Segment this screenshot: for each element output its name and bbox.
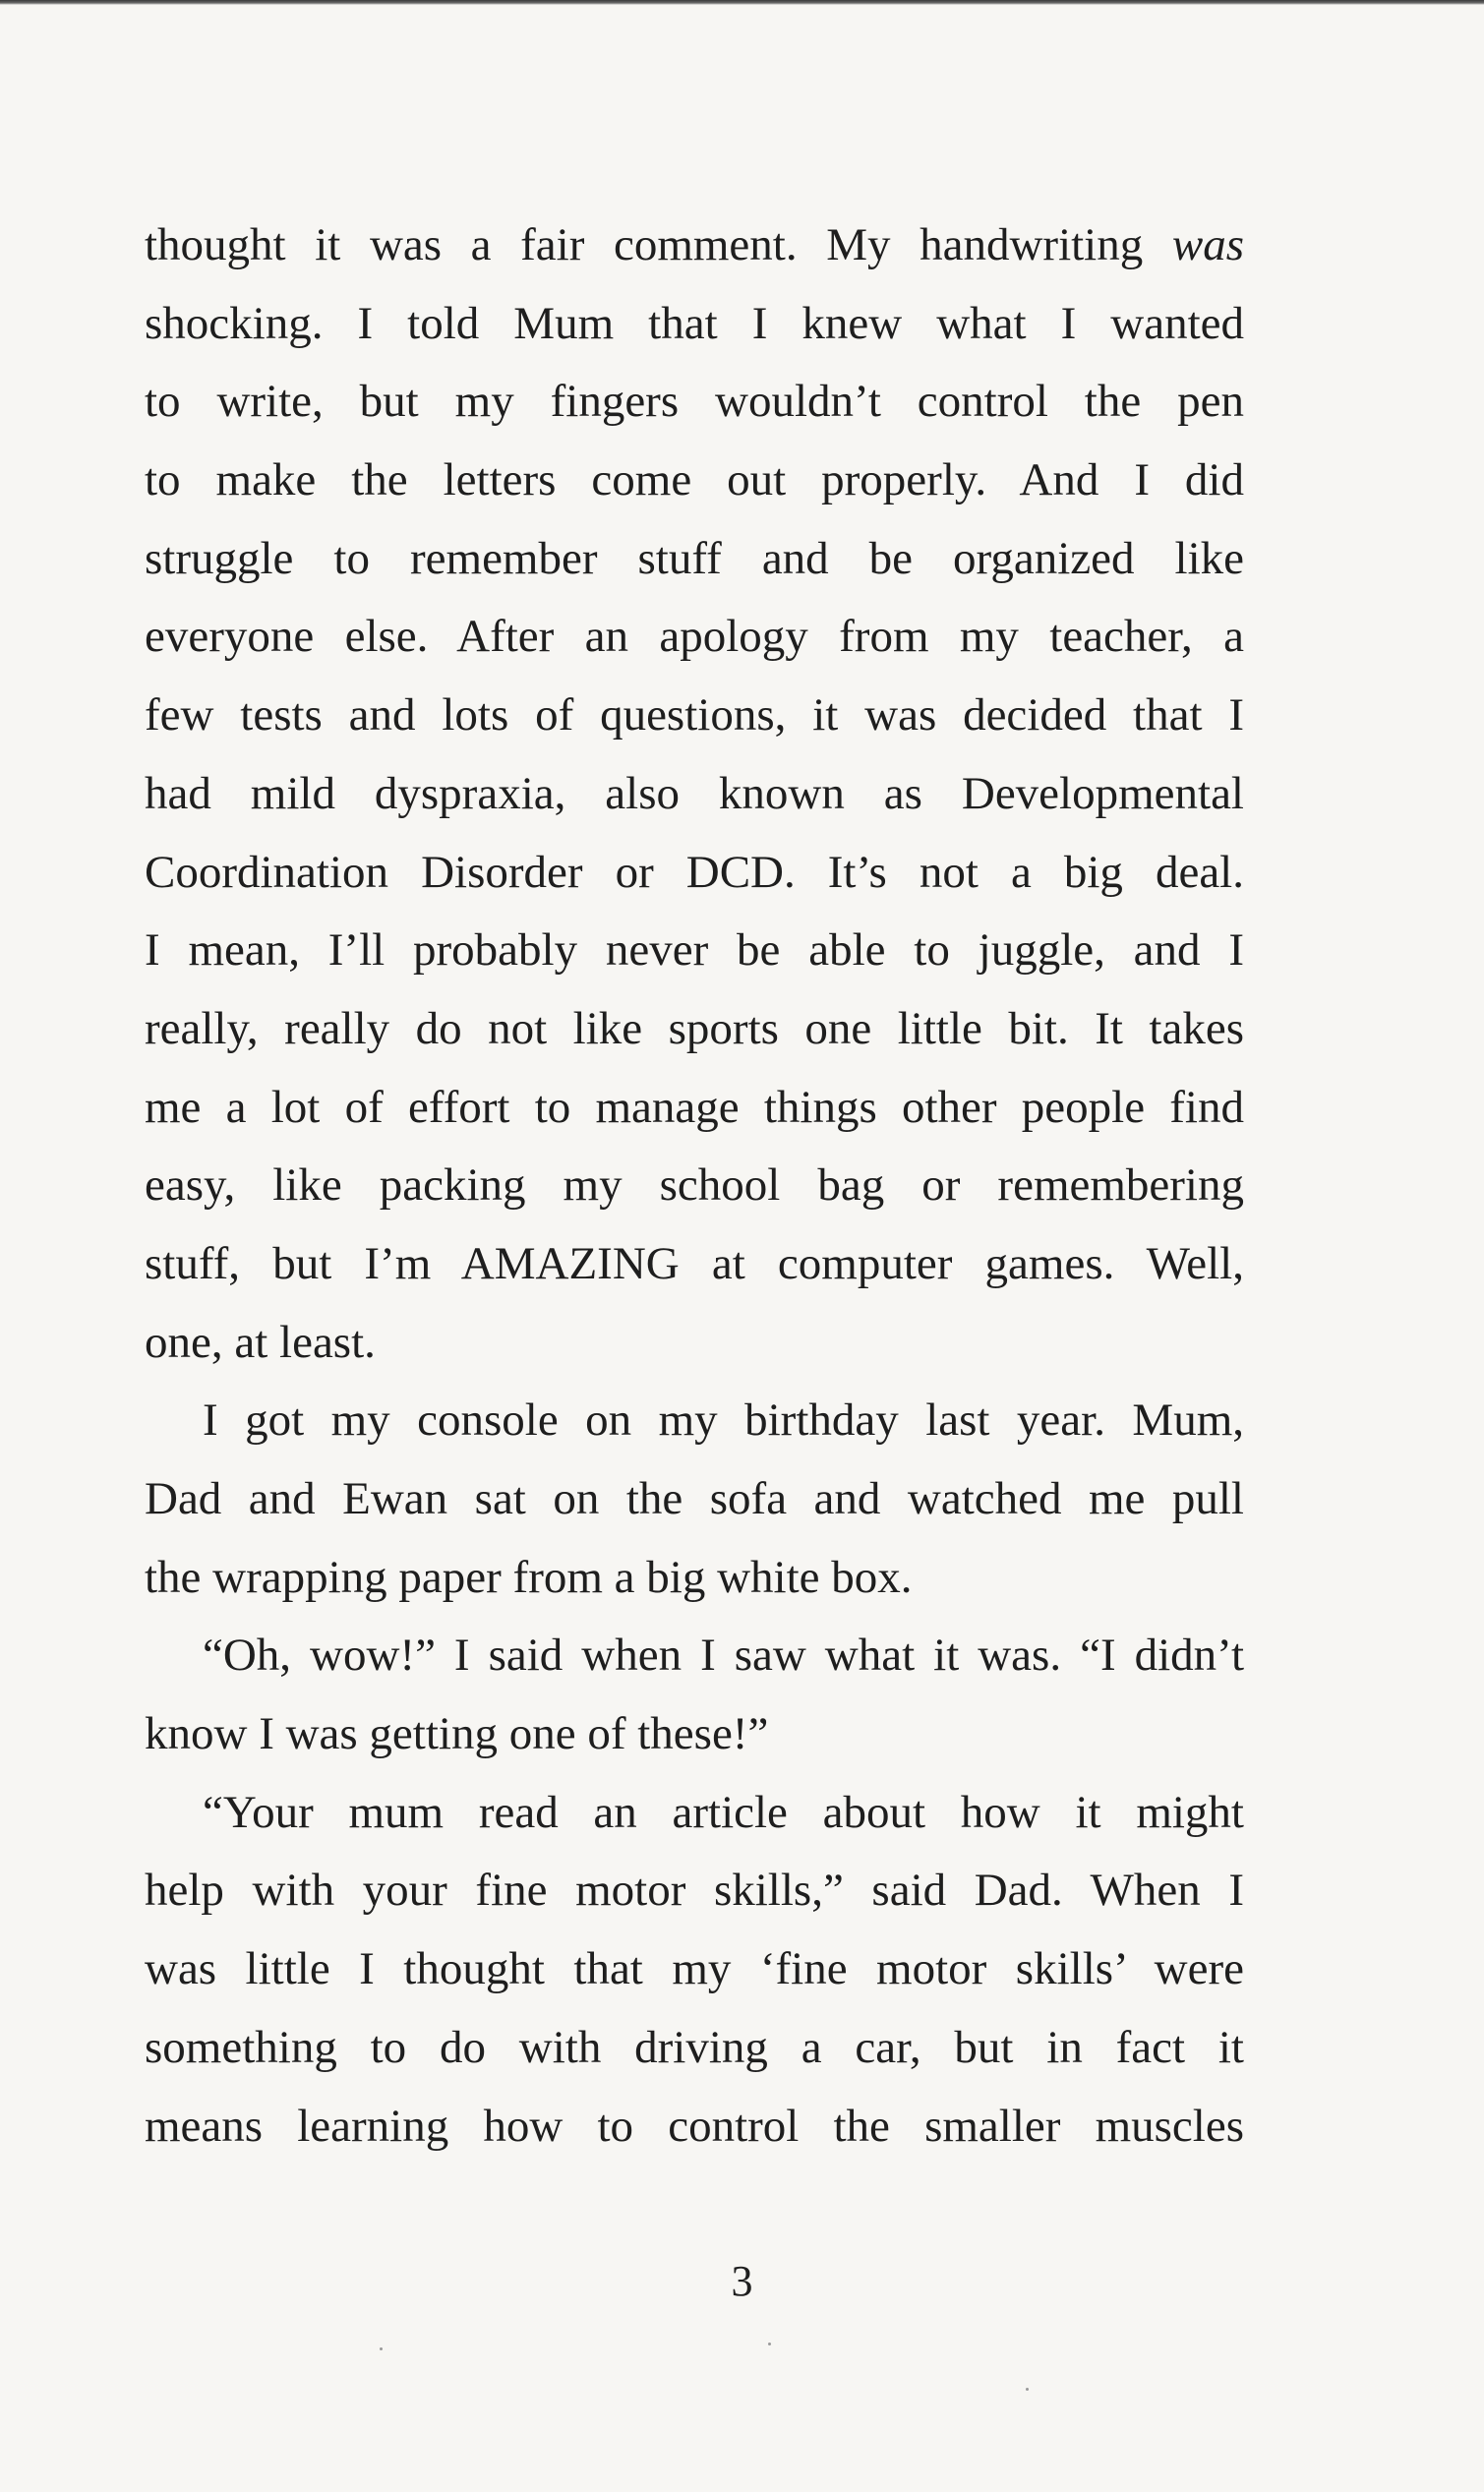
text-line: Coordination Disorder or DCD. It’s not a big deal.: [145, 846, 1244, 898]
text-line: few tests and lots of questions, it was decided that I: [145, 689, 1244, 742]
paragraph-end-line: the wrapping paper from a big white box.: [145, 1551, 913, 1603]
paragraph-start-line: “Your mum read an article about how it might: [203, 1786, 1244, 1838]
text-line: was little I thought that my ‘fine motor skills’ were: [145, 1943, 1244, 1995]
text-line: Dad and Ewan sat on the sofa and watched me pull: [145, 1473, 1244, 1524]
paragraph-start-line: I got my console on my birthday last year. Mum,: [203, 1394, 1244, 1447]
paragraph-end-line: one, at least.: [145, 1316, 376, 1368]
text-line: I mean, I’ll probably never be able to juggle, and I: [145, 924, 1244, 977]
text-line: easy, like packing my school bag or remembering: [145, 1159, 1244, 1212]
scan-speck: [380, 2347, 383, 2350]
paragraph-start-line: “Oh, wow!” I said when I saw what it was. “I didn’t: [203, 1630, 1244, 1682]
text-line: struggle to remember stuff and be organized like: [145, 532, 1244, 584]
text-line: something to do with driving a car, but in fact it: [145, 2021, 1244, 2073]
text-line: help with your fine motor skills,” said Dad. When I: [145, 1865, 1244, 1917]
scan-speck: [1026, 2388, 1029, 2391]
paragraph-end-line: know I was getting one of these!”: [145, 1708, 769, 1760]
page-number: 3: [731, 2257, 753, 2305]
text-line: means learning how to control the smaller muscles: [145, 2100, 1244, 2152]
text-line: stuff, but I’m AMAZING at computer games. Well,: [145, 1237, 1244, 1289]
text-line: everyone else. After an apology from my teacher, a: [145, 611, 1244, 663]
text-line: really, really do not like sports one little bit. It takes: [145, 1002, 1244, 1054]
text-line: had mild dyspraxia, also known as Developmental: [145, 767, 1244, 819]
text-line: thought it was a fair comment. My handwriting was: [145, 219, 1244, 270]
text-line: shocking. I told Mum that I knew what I wanted: [145, 297, 1244, 349]
text-line: to write, but my fingers wouldn’t control the pen: [145, 376, 1244, 428]
text-line: me a lot of effort to manage things other people find: [145, 1081, 1244, 1133]
body-text: [145, 207, 1244, 2166]
text-line: to make the letters come out properly. And I did: [145, 454, 1244, 506]
scan-speck: [768, 2343, 771, 2345]
page-top-edge: [0, 0, 1484, 5]
